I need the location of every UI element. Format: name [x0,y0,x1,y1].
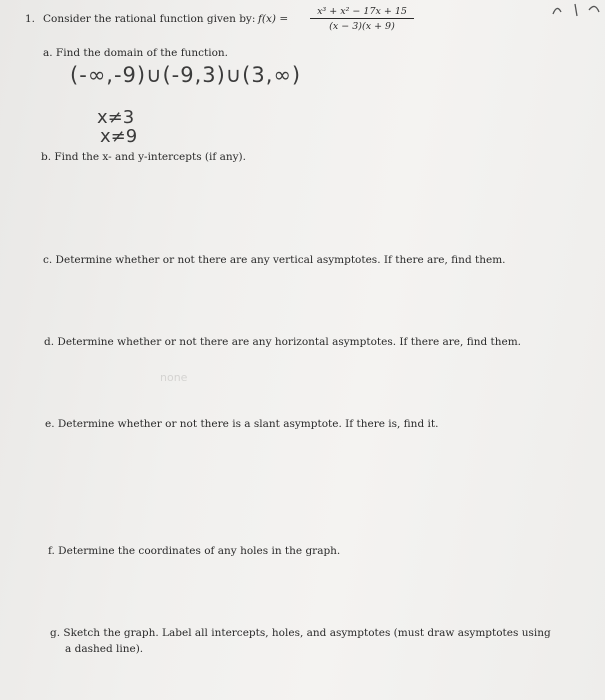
part-g-line-1: g. Sketch the graph. Label all intercepts, holes, and asymptotes (must draw asymptotes using [50,627,551,639]
part-e: e. Determine whether or not there is a slant asymptote. If there is, find it. [45,418,439,430]
part-a: a. Find the domain of the function. [43,47,229,59]
handwritten-condition-1: x≠3 [97,107,135,128]
function-label: f(x) = [258,13,289,25]
denominator: (x − 3)(x + 9) [329,21,395,32]
part-c: c. Determine whether or not there are any vertical asymptotes. If there are, find them. [43,254,506,266]
problem-intro: Consider the rational function given by: [43,13,256,25]
handwritten-domain: (-∞,-9)∪(-9,3)∪(3,∞) [70,63,302,87]
numerator: x³ + x² − 17x + 15 [310,6,414,19]
part-f: f. Determine the coordinates of any holes in the graph. [48,545,341,557]
problem-number: 1. [25,13,36,25]
part-d: d. Determine whether or not there are any horizontal asymptotes. If there are, find them. [44,336,522,348]
function-fraction [310,6,414,32]
show-through-none: none [160,371,188,384]
handwritten-condition-2: x≠9 [100,126,138,147]
corner-scribble-mark [545,0,605,20]
part-b: b. Find the x- and y-intercepts (if any). [41,151,246,163]
part-g-line-2: a dashed line). [65,643,144,655]
corner-scribble [545,0,605,24]
